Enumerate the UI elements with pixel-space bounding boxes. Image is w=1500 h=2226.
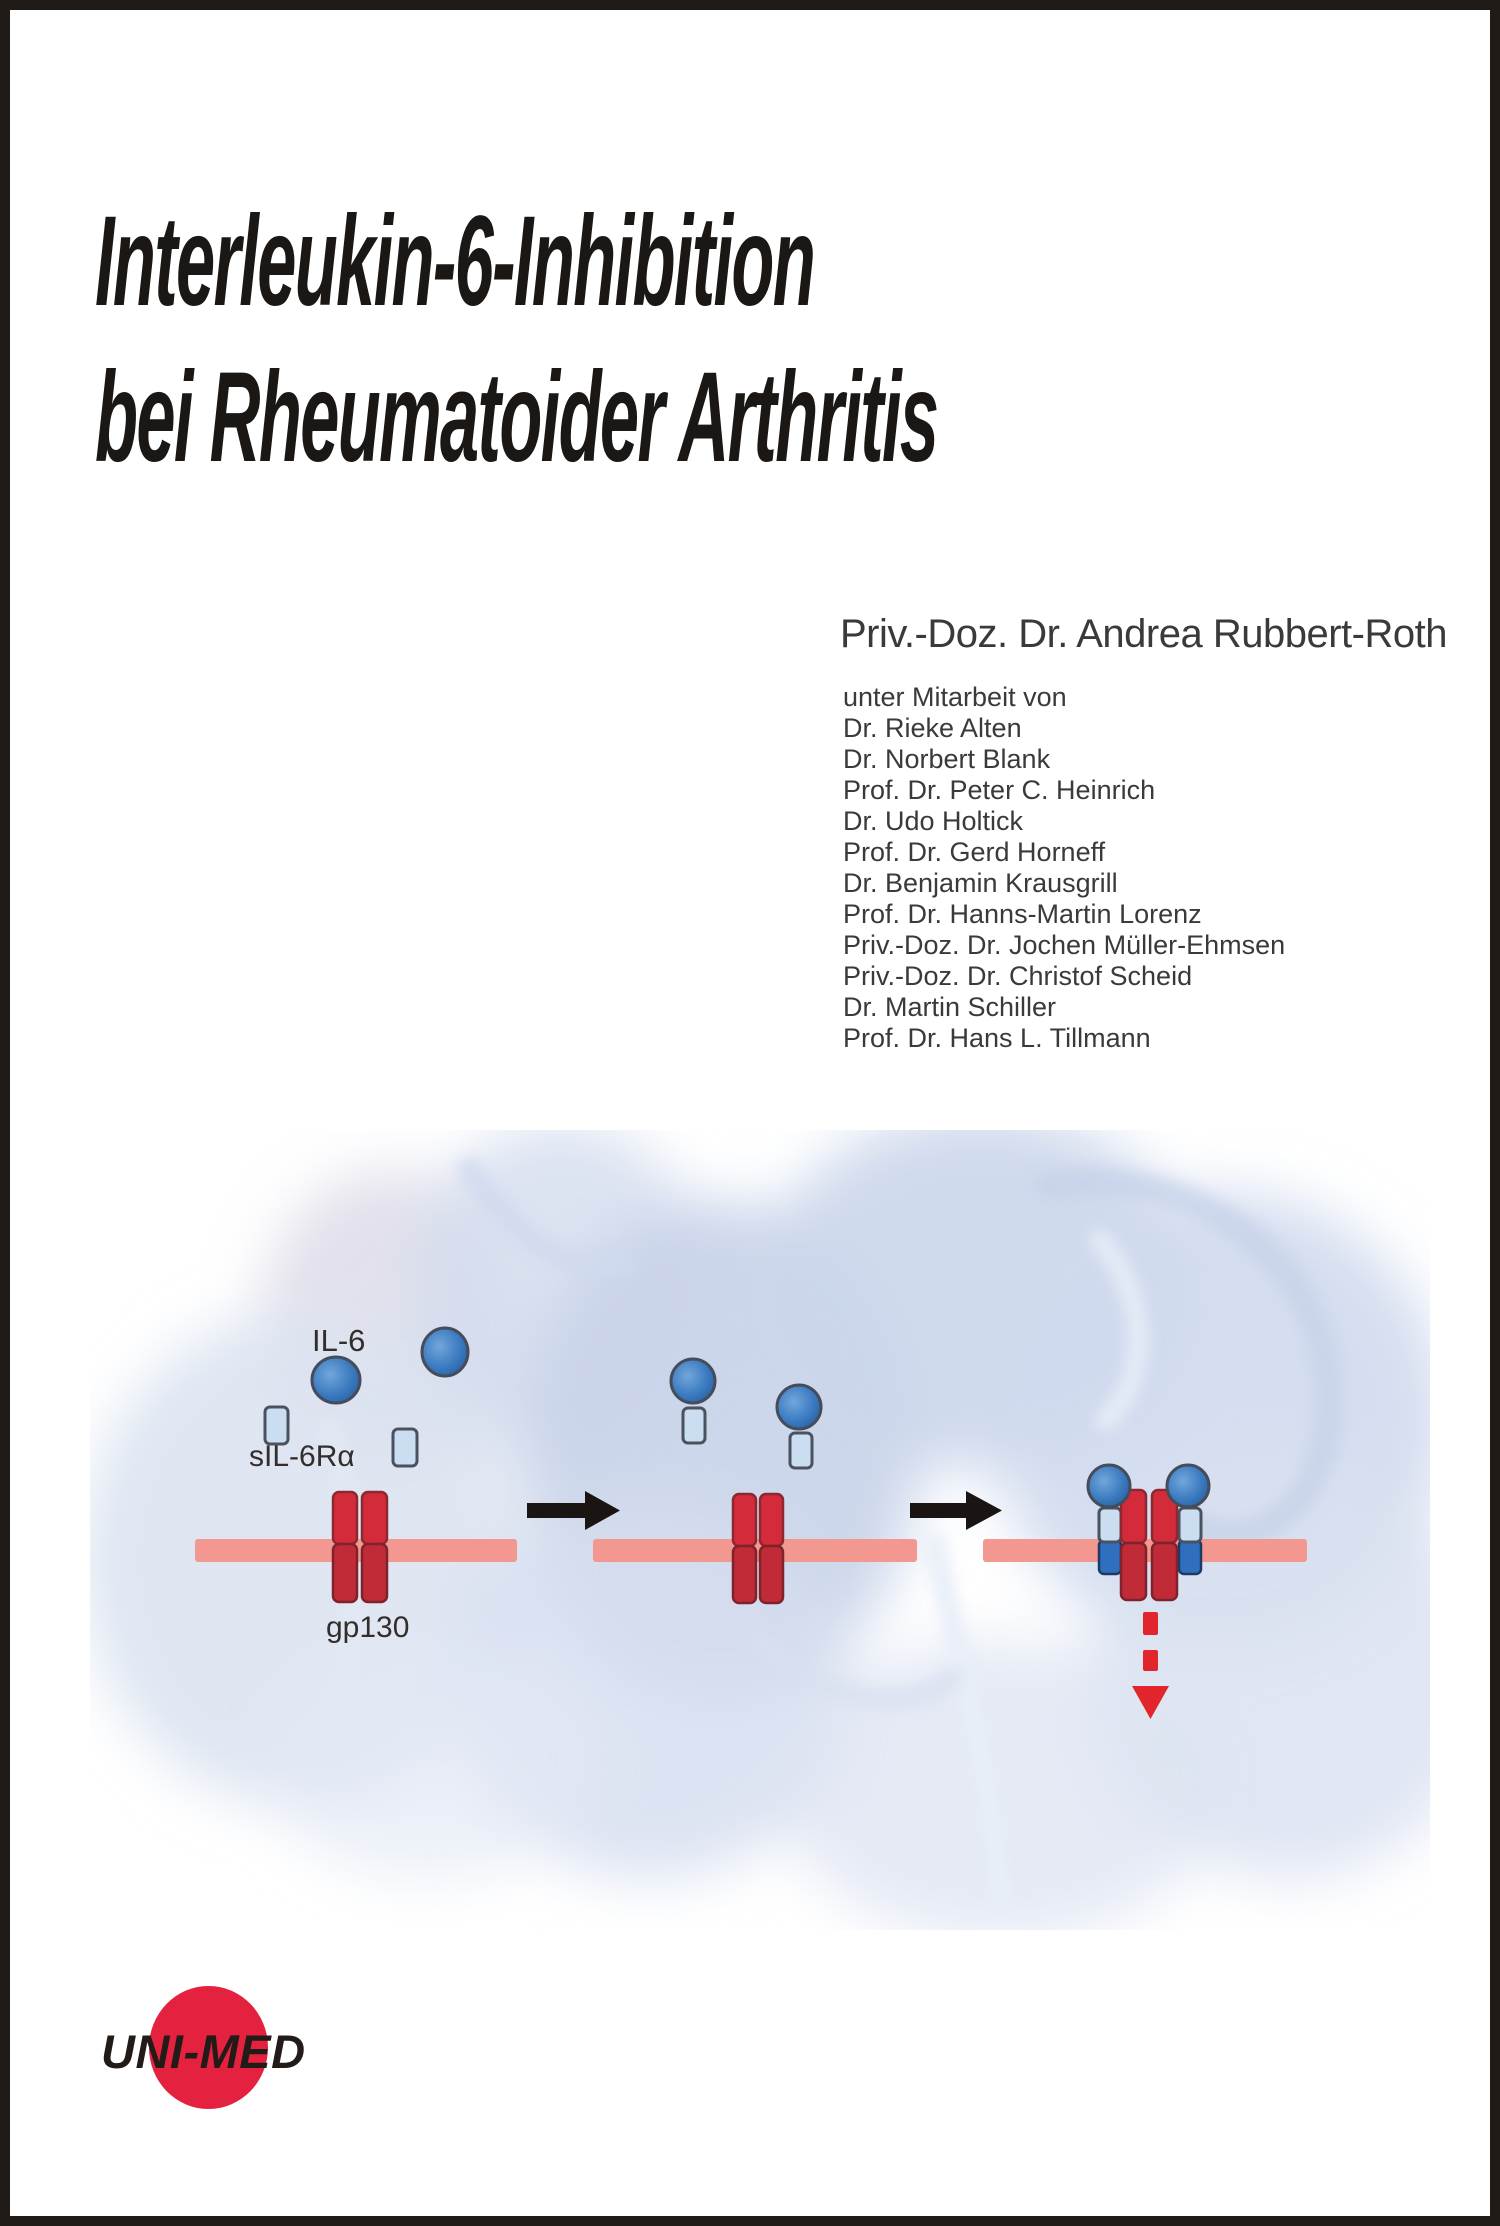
contributor-name: Prof. Dr. Gerd Horneff [843,837,1106,867]
contributor-name: Dr. Norbert Blank [843,744,1051,774]
il6-label: IL-6 [312,1323,366,1358]
contributor-name: Dr. Rieke Alten [843,713,1022,743]
sil6r-molecule [1099,1508,1121,1542]
title-line-1: Interleukin-6-Inhibition [95,190,815,333]
il6-molecule [671,1359,715,1403]
il6-molecule [1167,1465,1209,1507]
contributor-name: Prof. Dr. Hans L. Tillmann [843,1023,1151,1053]
contributor-name: Dr. Martin Schiller [843,992,1057,1022]
il6-molecule [312,1357,360,1403]
il6-signaling-diagram [90,1130,1430,1930]
contributor-name: Priv.-Doz. Dr. Jochen Müller-Ehmsen [843,930,1286,960]
sil6r-transmembrane [1099,1540,1121,1574]
contributor-name: Dr. Benjamin Krausgrill [843,868,1118,898]
il6-molecule [777,1385,821,1429]
contributor-name: Prof. Dr. Hanns-Martin Lorenz [843,899,1202,929]
contributor-name: Dr. Udo Holtick [843,806,1024,836]
step-arrow-2 [910,1491,1002,1530]
il6-molecule [422,1328,468,1376]
author-name: Priv.-Doz. Dr. Andrea Rubbert-Roth [840,612,1447,656]
sil6r-molecule [683,1408,705,1443]
title-line-2: bei Rheumatoider Arthritis [95,346,938,489]
sil6r-molecule [790,1433,812,1468]
contributor-list [843,682,1285,1054]
sil6r-label: sIL-6Rα [249,1440,355,1473]
gp130-label: gp130 [326,1611,410,1644]
sil6r-molecule [1179,1508,1201,1542]
sil6r-transmembrane [1179,1540,1201,1574]
publisher-name: UNI-MED [101,2025,306,2078]
sil6r-molecule [393,1429,417,1466]
contributors-intro: unter Mitarbeit von [843,682,1067,712]
contributor-name: Prof. Dr. Peter C. Heinrich [843,775,1156,805]
contributor-name: Priv.-Doz. Dr. Christof Scheid [843,961,1193,991]
il6-molecule [1088,1465,1130,1507]
sil6r-molecule [265,1407,288,1444]
